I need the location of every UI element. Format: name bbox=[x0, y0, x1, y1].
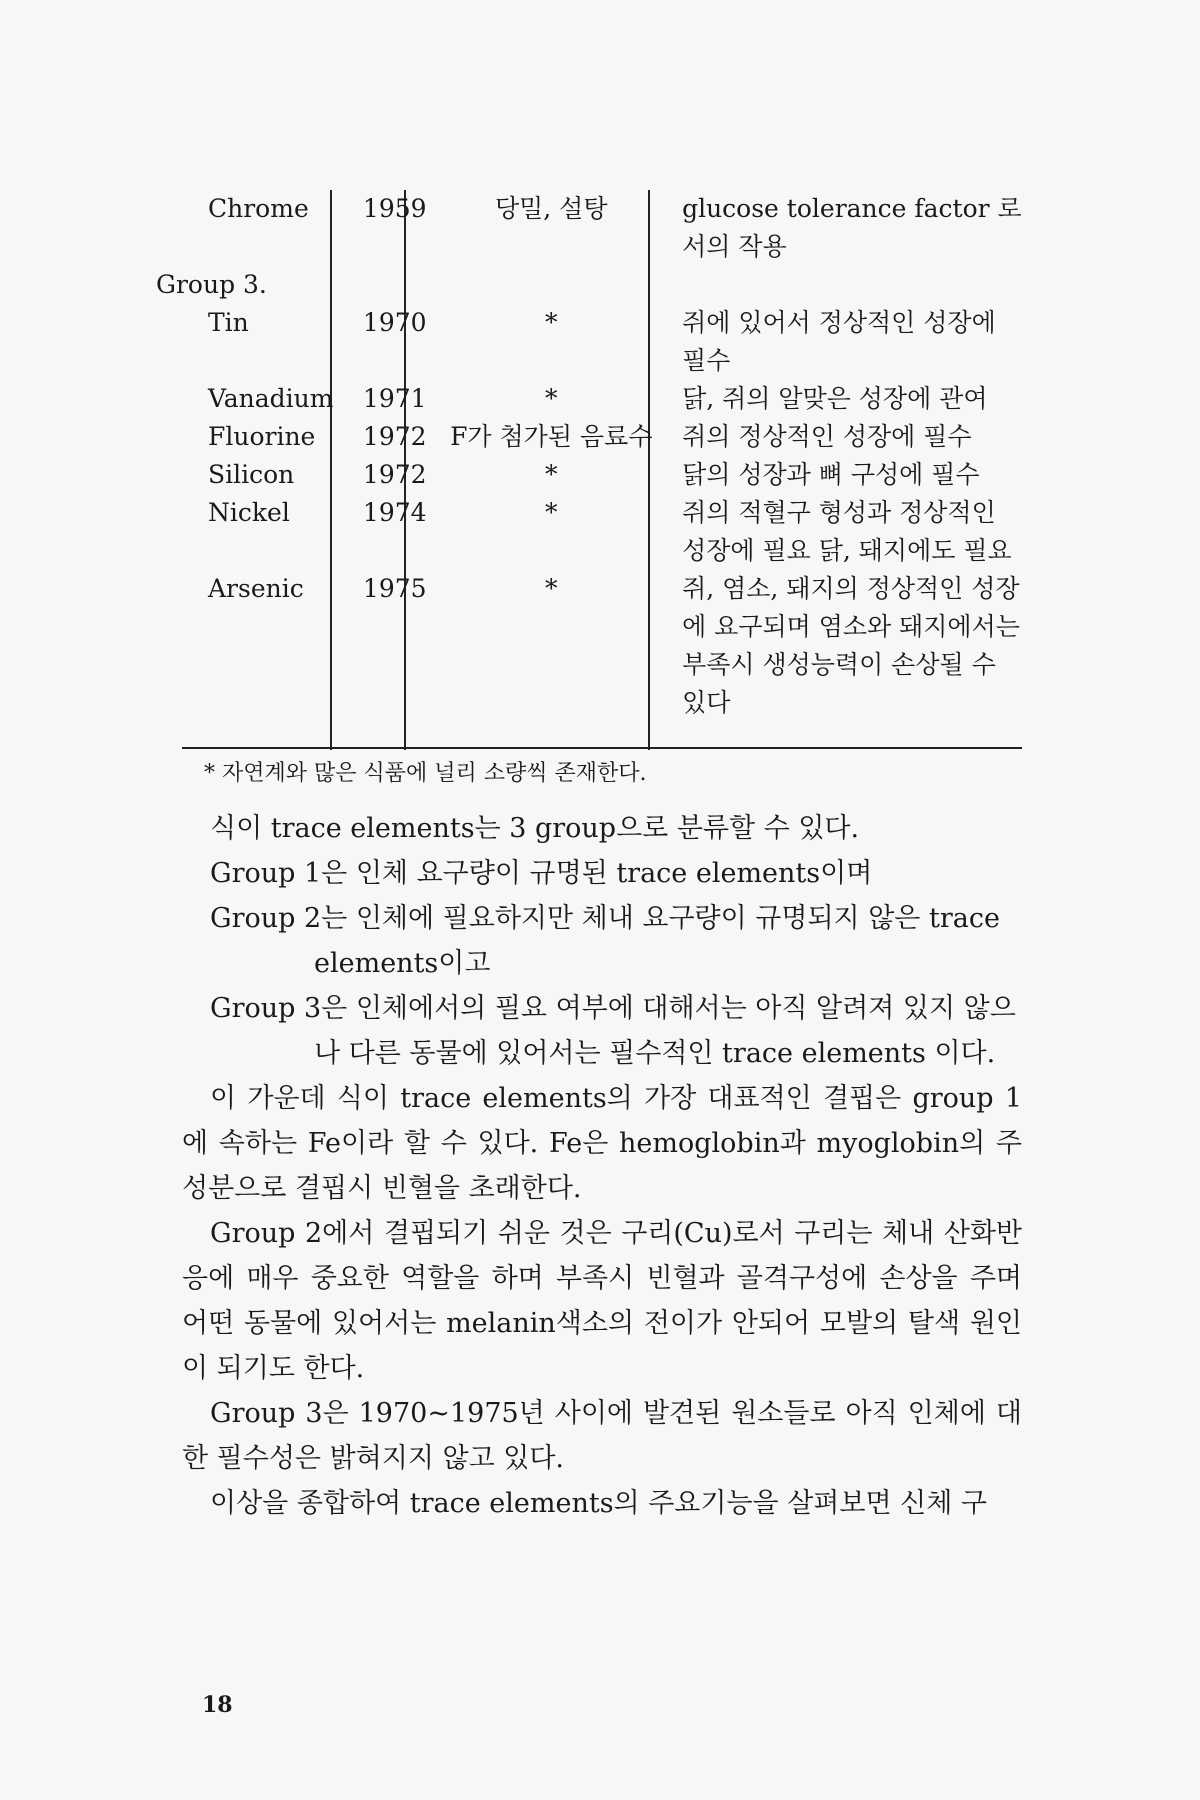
element-source: * bbox=[544, 384, 558, 413]
table-row bbox=[182, 380, 1022, 418]
table-row bbox=[182, 456, 1022, 494]
discovery-year: 1972 bbox=[362, 460, 427, 489]
element-name: Chrome bbox=[208, 194, 309, 223]
element-name: Tin bbox=[208, 308, 249, 337]
paragraph-group-3: Group 3은 1970~1975년 사이에 발견된 원소들로 아직 인체에 대한 필수성은 밝혀지지 않고 있다. bbox=[182, 1398, 1022, 1474]
paragraph-copper-deficiency: Group 2에서 결핍되기 쉬운 것은 구리(Cu)로서 구리는 체내 산화반응에 매우 중요한 역할을 하며 부족시 빈혈과 골격구성에 손상을 주며 어떤 동물에 있어서는 melanin색소의 전이가 안되어 모발의 탈색 원인이 되기도 한다. bbox=[182, 1218, 1022, 1384]
discovery-year: 1972 bbox=[362, 422, 427, 451]
group-label: Group 3. bbox=[156, 270, 267, 299]
discovery-year: 1975 bbox=[362, 574, 427, 603]
element-name: Vanadium bbox=[208, 384, 334, 413]
discovery-year: 1959 bbox=[362, 194, 427, 223]
element-source: * bbox=[544, 574, 558, 603]
table-row bbox=[182, 304, 1022, 380]
element-source: * bbox=[544, 460, 558, 489]
group-1-definition: Group 1은 인체 요구량이 규명된 trace elements이며 bbox=[210, 858, 873, 889]
element-name: Nickel bbox=[208, 498, 290, 527]
element-name: Arsenic bbox=[208, 574, 304, 603]
table-row bbox=[182, 418, 1022, 456]
element-source: F가 첨가된 음료수 bbox=[450, 422, 653, 451]
paragraph-iron-deficiency: 이 가운데 식이 trace elements의 가장 대표적인 결핍은 group 1에 속하는 Fe이라 할 수 있다. Fe은 hemoglobin과 myoglobin의 주성분으로 결핍시 빈혈을 초래한다. bbox=[182, 1083, 1022, 1204]
element-name: Fluorine bbox=[208, 422, 316, 451]
element-function: 쥐의 적혈구 형성과 정상적인 성장에 필요 닭, 돼지에도 필요 bbox=[682, 498, 1012, 565]
element-function: 닭의 성장과 뼈 구성에 필수 bbox=[682, 460, 980, 489]
intro-sentence: 식이 trace elements는 3 group으로 분류할 수 있다. bbox=[210, 813, 860, 844]
element-function: 쥐의 정상적인 성장에 필수 bbox=[682, 422, 972, 451]
element-function: glucose tolerance factor 로서의 작용 bbox=[682, 194, 1022, 261]
table-row bbox=[182, 494, 1022, 570]
paragraph-summary: 이상을 종합하여 trace elements의 주요기능을 살펴보면 신체 구 bbox=[210, 1488, 987, 1519]
group-3-definition: Group 3은 인체에서의 필요 여부에 대해서는 아직 알려져 있지 않으나 다른 동물에 있어서는 필수적인 trace elements 이다. bbox=[210, 993, 1016, 1069]
element-function: 쥐, 염소, 돼지의 정상적인 성장에 요구되며 염소와 돼지에서는 부족시 생성능력이 손상될 수 있다 bbox=[682, 574, 1020, 717]
element-source: * bbox=[544, 498, 558, 527]
element-function: 닭, 쥐의 알맞은 성장에 관여 bbox=[682, 384, 988, 413]
element-source: * bbox=[544, 308, 558, 337]
table-row bbox=[182, 570, 1022, 722]
discovery-year: 1971 bbox=[362, 384, 427, 413]
discovery-year: 1970 bbox=[362, 308, 427, 337]
table-row bbox=[182, 190, 1022, 266]
element-name: Silicon bbox=[208, 460, 295, 489]
group-2-definition: Group 2는 인체에 필요하지만 체내 요구량이 규명되지 않은 trace elements이고 bbox=[210, 903, 1000, 979]
table-footnote: * 자연계와 많은 식품에 널리 소량씩 존재한다. bbox=[204, 761, 647, 786]
table-group-row bbox=[156, 266, 1022, 304]
element-function: 쥐에 있어서 정상적인 성장에 필수 bbox=[682, 308, 996, 375]
trace-element-table bbox=[156, 190, 1022, 722]
body-text bbox=[182, 806, 1022, 1526]
element-source: 당밀, 설탕 bbox=[494, 194, 608, 223]
discovery-year: 1974 bbox=[362, 498, 427, 527]
page-number: 18 bbox=[202, 1692, 233, 1718]
table-bottom-rule bbox=[182, 747, 1022, 749]
